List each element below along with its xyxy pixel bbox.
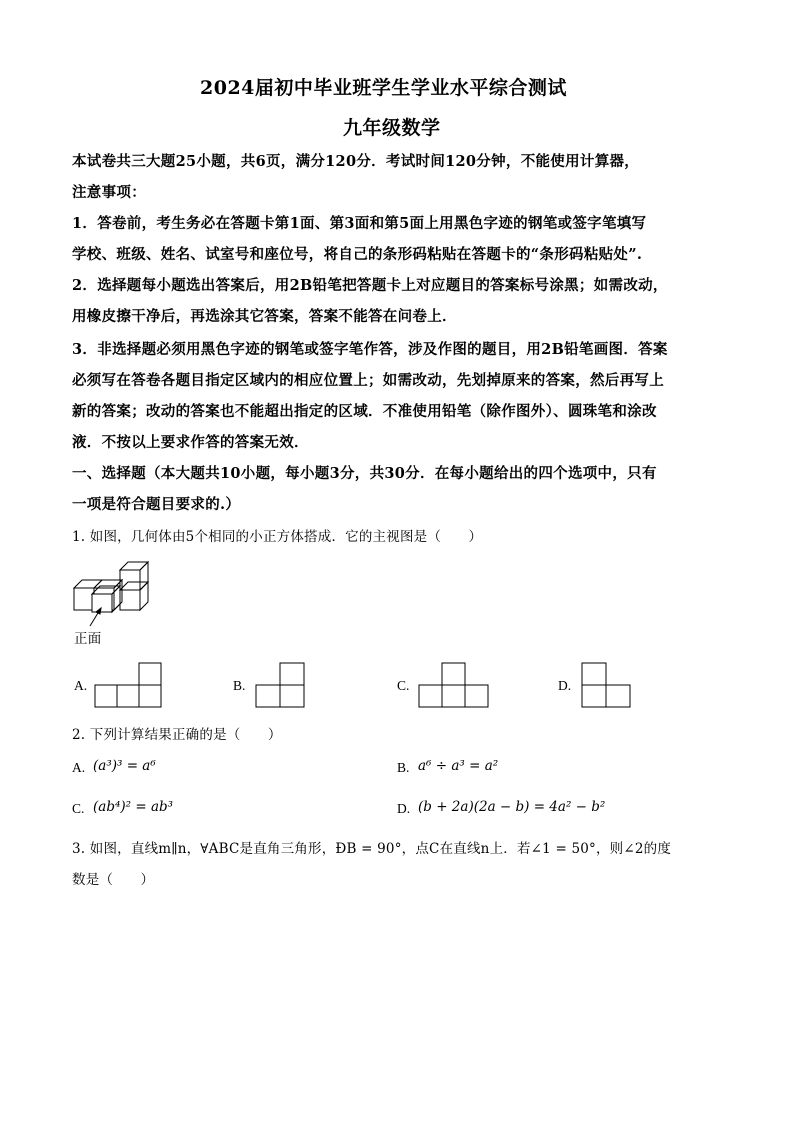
instruction-3-line-4: 液．不按以上要求作答的答案无效． — [72, 434, 309, 451]
page-subtitle: 九年级数学 — [343, 117, 441, 139]
instruction-3-line-1: 3．非选择题必须用黑色字迹的钢笔或签字笔作答，涉及作图的题目，用2B铅笔画图．答案 — [72, 341, 668, 358]
q1-option-c-figure[interactable] — [418, 661, 494, 709]
q2-option-c-expression[interactable]: (ab⁴)² = ab³ — [93, 799, 174, 815]
instruction-1-line-1: 1．答卷前，考生务必在答题卡第1面、第3面和第5面上用黑色字迹的钢笔或签字笔填写 — [72, 215, 647, 232]
instruction-1-line-2: 学校、班级、姓名、试室号和座位号，将自己的条形码粘贴在答题卡的“条形码粘贴处”. — [72, 246, 643, 263]
q1-option-b-label: B. — [233, 678, 246, 693]
question-3-stem-line-1: 3. 如图，直线m∥n，∀ABC是直角三角形，ÐB = 90°，点C在直线n上．若∠1 = 50°，则∠2的度 — [72, 841, 672, 857]
q1-option-d-figure[interactable] — [581, 661, 635, 709]
q1-option-c-label: C. — [397, 678, 410, 693]
q1-option-a-label: A. — [74, 678, 88, 693]
instruction-3-line-2: 必须写在答卷各题目指定区域内的相应位置上；如需改动，先划掉原来的答案，然后再写上 — [72, 372, 664, 389]
front-view-label: 正面 — [74, 631, 102, 647]
q1-option-b-figure[interactable] — [255, 661, 311, 709]
q1-solid-figure — [70, 558, 160, 628]
section-heading-line-1: 一、选择题（本大题共10小题，每小题3分，共30分．在每小题给出的四个选项中，只有 — [72, 465, 657, 482]
page-title: 2024届初中毕业班学生学业水平综合测试 — [200, 77, 567, 99]
notice-heading: 注意事项： — [72, 184, 146, 201]
q2-option-a-expression[interactable]: (a³)³ = a⁶ — [93, 758, 156, 774]
question-1-stem: 1. 如图，几何体由5个相同的小正方体搭成．它的主视图是（ ） — [72, 529, 483, 545]
intro-text: 本试卷共三大题25小题，共6页，满分120分．考试时间120分钟，不能使用计算器， — [72, 153, 640, 170]
instruction-3-line-3: 新的答案；改动的答案也不能超出指定的区域．不准使用铅笔（除作图外）、圆珠笔和涂改 — [72, 403, 657, 420]
instruction-2-line-1: 2．选择题每小题选出答案后，用2B铅笔把答题卡上对应题目的答案标号涂黑；如需改动， — [72, 277, 668, 294]
q2-option-d-label: D. — [397, 801, 411, 816]
question-2-stem: 2. 下列计算结果正确的是（ ） — [72, 727, 282, 743]
q2-option-d-expression[interactable]: (b + 2a)(2a − b) = 4a² − b² — [418, 799, 606, 815]
q2-option-b-expression[interactable]: a⁶ ÷ a³ = a² — [418, 758, 499, 774]
q2-option-c-label: C. — [72, 801, 85, 816]
question-3-stem-line-2: 数是（ ） — [72, 872, 155, 888]
q2-option-a-label: A. — [72, 760, 86, 775]
q1-option-a-figure[interactable] — [94, 661, 166, 709]
section-heading-line-2: 一项是符合题目要求的.） — [72, 496, 241, 513]
q1-option-d-label: D. — [558, 678, 572, 693]
instruction-2-line-2: 用橡皮擦干净后，再选涂其它答案，答案不能答在问卷上． — [72, 308, 457, 325]
q2-option-b-label: B. — [397, 760, 410, 775]
